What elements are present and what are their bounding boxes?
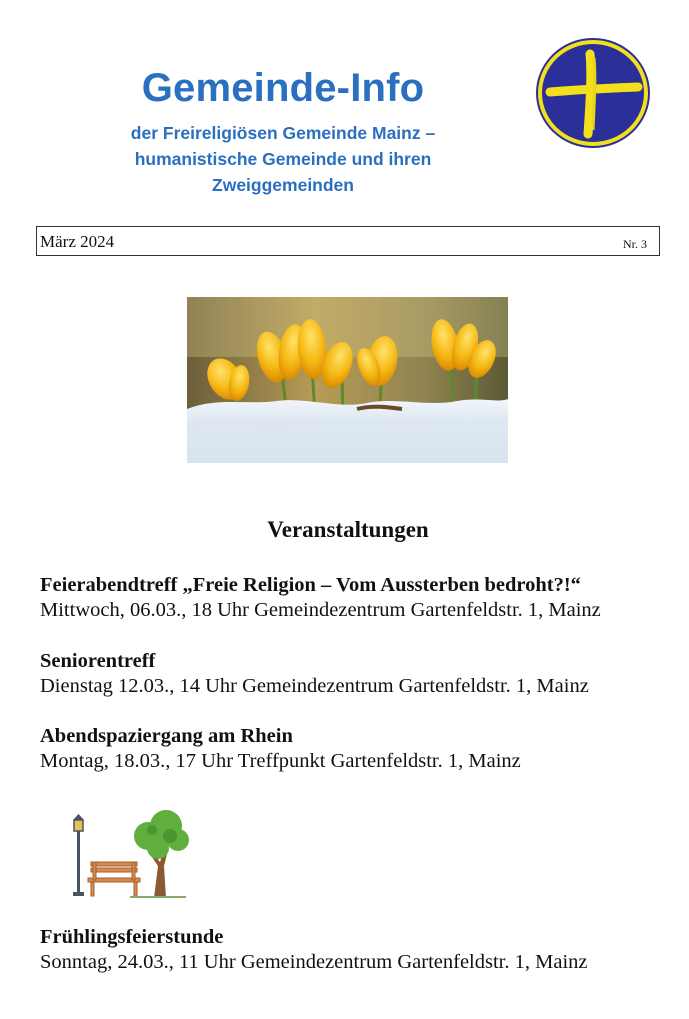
event-item xyxy=(40,925,680,975)
section-title: Veranstaltungen xyxy=(267,517,429,542)
subtitle-line: humanistische Gemeinde und ihren xyxy=(134,149,432,169)
page-title: Gemeinde-Info xyxy=(141,66,425,110)
subtitle-line: der Freireligiösen Gemeinde Mainz – xyxy=(130,123,436,143)
event-detail: Montag, 18.03., 17 Uhr Treffpunkt Gartenfeldstr. 1, Mainz xyxy=(40,750,521,772)
page-subtitle xyxy=(60,120,506,198)
park-bench-tree-icon xyxy=(66,806,190,900)
event-item xyxy=(40,573,680,623)
event-title: Seniorentreff xyxy=(40,650,156,672)
issue-box xyxy=(36,226,660,256)
event-title: Frühlingsfeierstunde xyxy=(40,926,224,948)
event-detail: Dienstag 12.03., 14 Uhr Gemeindezentrum Gartenfeldstr. 1, Mainz xyxy=(40,675,589,697)
event-item xyxy=(40,649,680,699)
event-detail: Mittwoch, 06.03., 18 Uhr Gemeindezentrum Gartenfeldstr. 1, Mainz xyxy=(40,599,601,621)
event-item xyxy=(40,724,680,774)
cross-circle-logo-icon xyxy=(532,34,654,152)
event-detail: Sonntag, 24.03., 11 Uhr Gemeindezentrum Gartenfeldstr. 1, Mainz xyxy=(40,951,588,973)
issue-date: März 2024 xyxy=(40,232,115,251)
subtitle-line: Zweiggemeinden xyxy=(212,175,354,195)
event-title: Abendspaziergang am Rhein xyxy=(40,725,293,747)
event-title: Feierabendtreff „Freie Religion – Vom Aussterben bedroht?!“ xyxy=(40,574,581,596)
crocus-snow-photo xyxy=(187,297,508,463)
issue-number: Nr. 3 xyxy=(623,237,647,251)
